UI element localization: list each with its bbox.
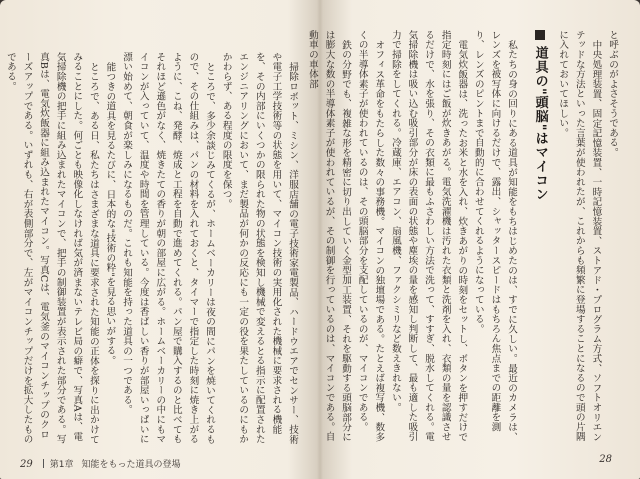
right-page-number: 28 xyxy=(599,454,612,465)
footer-divider xyxy=(43,459,44,468)
right-paragraph-3: オフィス革命をもたらした数々の事務機。マイコンの独壇場である。たとえば複写機、数多くの半導体素子が使われているのは、その頭脳部分を支配しているのが、マイコンである。 xyxy=(356,30,385,442)
right-intro-1: と呼ぶのがよさそうである。 xyxy=(607,30,618,158)
right-paragraph-4: 鉄の分野でも、複雑な形を精密に切り出していく金型加工装置、それを駆動する頭脳部分には膨大な数の半導体素子が使われているが、その制御を行っているのは、マイコンである。自動車の車体部 xyxy=(306,30,352,442)
section-heading xyxy=(531,30,548,445)
section-heading-text: 道具の"頭脳"はマイコン xyxy=(532,46,548,202)
left-paragraph-4: ところで、ある日、私たちはさまざまな道具に要求された知能の正体を探りに出かけてみることにした。何ごとも映像化しなければ気が済まないテレビ局の癖で、写真Aは、電気掃除機の把手に組み込まれたマイコンで、把手の制御装置が表示された部分である。写真Bは、電気炊飯器に組み込まれたマイコン。写真Cは、電気釜のマイコンチップのクローズアップである。いずれも、右が表側部分で、左がマイコンチップだけを拡大したものである。 xyxy=(4,52,99,444)
right-page-body xyxy=(306,30,620,445)
left-paragraph-1: 掃除ロボット、ミシン、洋服店舗の電子技術家電製品、ハードウエアでセンサー、技術や電子工学技術等の状態を用いて、マイコン技術の実用化された機械に要求される機能を、その内部にいくつかの限られた物の状態を検知し機械で変えるとる指示に配置されたエンジニアリングにおいて、まだ製品が何かの反応にも一定の役を果たしているのにもかかわらず、ある程度の限度を保つ。 xyxy=(220,52,298,444)
left-page-number: 29 xyxy=(20,459,33,470)
right-paragraph-2: 電気炊飯器は、洗ったお米と水を入れ、炊きあがりの時刻をセットし、ボタンを押すだけで指定時刻にはご飯が炊きあがる。電気洗濯機は汚れた衣類と洗剤を入れ、衣類の量を認識させるだけで、水を張り、その衣類に最もふさわしい方法で洗って、すすぎ、脱水してくれる。電気掃除機は吸い込む吸引部分が床の表面の状態や塵埃の量を感知し判断して、最も適した吸引力で掃除をしてくれる。冷蔵庫、エアコン、扇風機、ファクシミリなど数えきれない。 xyxy=(389,30,468,442)
heading-square-icon xyxy=(535,30,545,40)
left-page xyxy=(0,0,318,479)
chapter-label: 第1章 xyxy=(49,460,74,470)
left-page-footer xyxy=(20,457,180,470)
left-page-body xyxy=(4,52,300,444)
chapter-title: 知能をもった道具の登場 xyxy=(81,460,181,470)
right-paragraph-1: 私たちの身の回りにある道具が知能をもちはじめたのは、すでに久しい。最近のカメラは、レンズを被写体に向けるだけで、露出、シャッタースピードはもちろん焦点までの距離を測り、レンズのピントまで自動的に合わせてくれるようになっている。 xyxy=(472,30,518,442)
right-intro-2: 中央処理装置、固定記憶装置、一時記憶装置、ストアド・プログラム方式、ソフトオリエンテッドな方法といった言葉が使われたが、これからも頻繁に登場することになるので頭の片隅に入れておいてほしい。 xyxy=(557,30,602,442)
right-page xyxy=(306,0,640,479)
left-paragraph-3: 能つきの道具を見るたびに、日本的な"技術の粋"を見る思いがする。 xyxy=(104,61,116,365)
left-paragraph-2: ところで、多少余談じみてくるが、ホームベーカリーは夜の間にパンを焼いてくれるもので、その仕組みは、パンの材料を入れておくと、タイマーで指定した時刻に焼き上がるように、こね、発酵、焼成と工程を自動で進めてくれる。パン屋で購入するのと比べてもそれほど遜色がなく、焼きたての香りが朝の部屋に広がる。ホームベーカリーの中にもマイコンが入っていて、温度や時間を管理している。今度は香ばしい香りが部屋いっぱいに漂い始めて、朝食が楽しみになるものだ。これも知能を持った道具の一つである。 xyxy=(121,52,216,444)
